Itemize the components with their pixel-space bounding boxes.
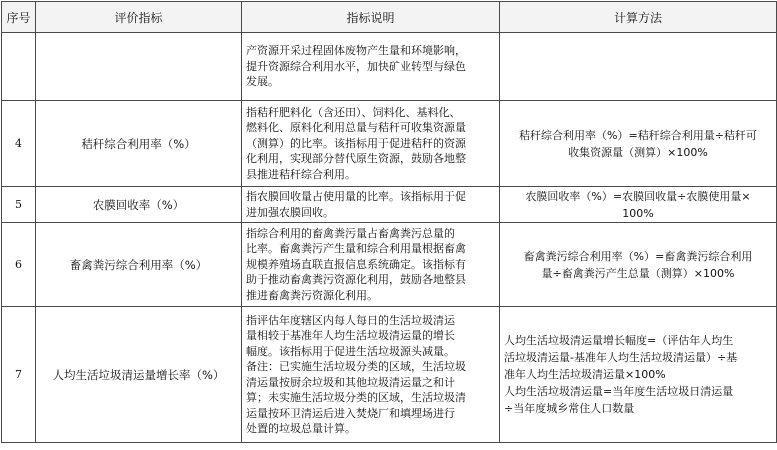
- desc-line: 比率。畜禽粪污产生量和综合利用量根据畜禽: [246, 242, 466, 256]
- desc-line: 运量按环卫清运后进入焚烧厂和填埋场进行: [246, 406, 455, 420]
- table-row: [2, 101, 777, 187]
- desc-line: 算；未实施生活垃圾分类的区域，生活垃圾清: [246, 391, 466, 404]
- row-description: [242, 187, 500, 223]
- table-row: [2, 187, 777, 223]
- row-indicator: [36, 33, 242, 101]
- method-line: 准年人均生活垃圾清运量×100%: [504, 368, 666, 381]
- desc-line: 提升资源综合利用水平，加快矿业转型与绿色: [246, 59, 466, 73]
- row-indicator: 秸秆综合利用率（%）: [36, 101, 242, 187]
- row-no: 7: [2, 307, 36, 443]
- header-method: 计算方法: [500, 2, 777, 33]
- row-no: 4: [2, 101, 36, 187]
- method-line: 畜禽粪污综合利用率（%）=畜禽粪污综合利用: [523, 249, 753, 263]
- row-method: [500, 101, 777, 187]
- indicator-table: [1, 1, 777, 443]
- desc-line: （测算）的比率。该指标用于促进秸秆的资源: [246, 136, 466, 150]
- row-no: 5: [2, 187, 36, 223]
- desc-line: 进加强农膜回收。: [246, 205, 334, 219]
- desc-line: 产资源开采过程固体废物产生量和环境影响，: [246, 44, 466, 58]
- desc-line: 处置的垃圾总量计算。: [246, 422, 356, 435]
- table-row: [2, 223, 777, 307]
- method-line: 活垃圾清运量-基准年人均生活垃圾清运量）÷基: [504, 351, 738, 364]
- row-method: [500, 33, 777, 101]
- desc-line: 量相较于基准年人均生活垃圾清运量的增长: [246, 329, 455, 342]
- row-indicator: 人均生活垃圾清运量增长率（%）: [36, 307, 242, 443]
- desc-line: 规模养殖场直联直报信息系统确定。该指标有: [246, 257, 466, 271]
- method-line: 人均生活垃圾清运量=当年度生活垃圾日清运量: [504, 385, 734, 398]
- method-line: 量÷畜禽粪污产生总量（测算）×100%: [541, 266, 735, 280]
- desc-line: 燃料化、原料化利用总量与秸秆可收集资源量: [246, 121, 466, 135]
- row-no: 6: [2, 223, 36, 307]
- row-indicator: 畜禽粪污综合利用率（%）: [36, 223, 242, 307]
- row-description: [242, 307, 500, 443]
- row-description: [242, 33, 500, 101]
- desc-line: 幅度。该指标用于促进生活垃圾源头减量。: [246, 344, 455, 358]
- desc-line: 指农膜回收量占使用量的比率。该指标用于促: [246, 190, 466, 203]
- desc-line: 县推进秸秆综合利用。: [246, 167, 356, 181]
- method-line: ÷当年度城乡常住人口数量: [504, 402, 635, 415]
- desc-line: 发展。: [246, 75, 279, 89]
- method-line: 人均生活垃圾清运量增长幅度=（评估年人均生: [504, 334, 734, 347]
- row-indicator: 农膜回收率（%）: [36, 187, 242, 223]
- row-method: [500, 223, 777, 307]
- table-row: [2, 307, 777, 443]
- desc-line: 指综合利用的畜禽粪污量占畜禽粪污总量的: [246, 226, 455, 240]
- desc-line: 清运量按厨余垃圾和其他垃圾清运量之和计: [246, 375, 455, 389]
- desc-line: 推进畜禽粪污资源化利用。: [246, 288, 378, 302]
- row-method: [500, 307, 777, 443]
- desc-line: 化利用，实现部分替代原生资源，鼓励各地整: [246, 152, 466, 166]
- row-no: [2, 33, 36, 101]
- method-line: 秸秆综合利用率（%）=秸秆综合利用量÷秸秆可: [519, 128, 757, 142]
- row-description: [242, 101, 500, 187]
- desc-line: 指秸秆肥料化（含还田）、饲料化、基料化、: [246, 105, 461, 119]
- desc-line: 助于推动畜禽粪污资源化利用，鼓励各地整县: [246, 273, 466, 287]
- header-indicator: 评价指标: [36, 2, 242, 33]
- table-header-row: [2, 2, 777, 33]
- row-method: [500, 187, 777, 223]
- desc-line: 指评估年度辖区内每人每日的生活垃圾清运: [246, 313, 455, 327]
- row-description: [242, 223, 500, 307]
- method-line: 收集资源量（测算）×100%: [568, 145, 708, 159]
- method-line: 100%: [622, 206, 654, 220]
- method-line: 农膜回收率（%）=农膜回收量÷农膜使用量×: [525, 189, 751, 203]
- table-row: [2, 33, 777, 101]
- header-no: 序号: [2, 2, 36, 33]
- header-description: 指标说明: [242, 2, 500, 33]
- desc-line: 备注：已实施生活垃圾分类的区域，生活垃圾: [246, 360, 466, 373]
